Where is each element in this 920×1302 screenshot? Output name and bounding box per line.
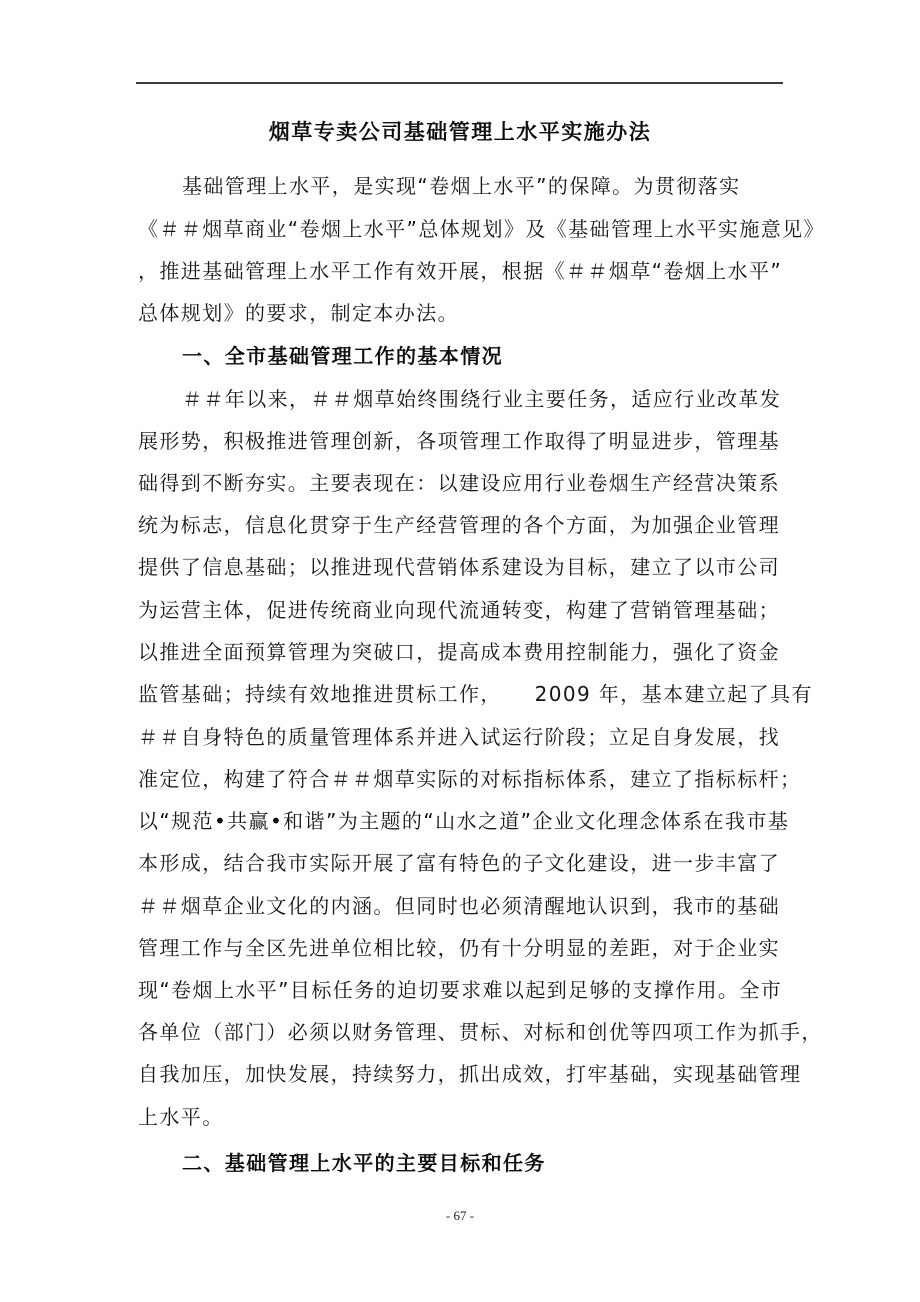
paragraph-line: 现“卷烟上水平”目标任务的迫切要求难以起到足够的支撑作用。全市 <box>138 978 783 1002</box>
paragraph-line: 监管基础；持续有效地推进贯标工作， 2009 年，基本建立起了具有 <box>138 682 813 706</box>
paragraph-line: 础得到不断夯实。主要表现在：以建设应用行业卷烟生产经营决策系 <box>138 471 780 495</box>
paragraph-line: 提供了信息基础；以推进现代营销体系建设为目标，建立了以市公司 <box>138 555 780 579</box>
paragraph-line: 展形势，积极推进管理创新，各项管理工作取得了明显进步，管理基 <box>138 429 780 453</box>
header-rule <box>136 82 783 84</box>
paragraph-line: 管理工作与全区先进单位相比较，仍有十分明显的差距，对于企业实 <box>138 936 780 960</box>
section-heading-1: 一、全市基础管理工作的基本情况 <box>182 344 503 368</box>
paragraph-line: 总体规划》的要求，制定本办法。 <box>138 301 459 325</box>
paragraph-line: 准定位，构建了符合＃＃烟草实际的对标指标体系，建立了指标标杆； <box>138 767 802 791</box>
paragraph-line: 基础管理上水平，是实现“卷烟上水平”的保障。为贯彻落实 <box>182 174 741 198</box>
paragraph-line: ＃＃年以来，＃＃烟草始终围绕行业主要任务，适应行业改革发 <box>182 387 782 411</box>
paragraph-line: ＃＃自身特色的质量管理体系并进入试运行阶段；立足自身发展，找 <box>138 725 780 749</box>
paragraph-line: 各单位（部门）必须以财务管理、贯标、对标和创优等四项工作为抓手， <box>138 1020 823 1044</box>
paragraph-line: 上水平。 <box>138 1105 224 1129</box>
section-heading-2: 二、基础管理上水平的主要目标和任务 <box>182 1151 546 1175</box>
document-title: 烟草专卖公司基础管理上水平实施办法 <box>268 120 652 144</box>
paragraph-line: 为运营主体，促进传统商业向现代流通转变，构建了营销管理基础； <box>138 598 780 622</box>
paragraph-line: 以“规范•共赢•和谐”为主题的“山水之道”企业文化理念体系在我市基 <box>138 809 790 833</box>
paragraph-line: 以推进全面预算管理为突破口，提高成本费用控制能力，强化了资金 <box>138 640 780 664</box>
paragraph-line: ＃＃烟草企业文化的内涵。但同时也必须清醒地认识到，我市的基础 <box>138 894 780 918</box>
paragraph-line: 统为标志，信息化贯穿于生产经营管理的各个方面，为加强企业管理 <box>138 513 780 537</box>
paragraph-line: 《＃＃烟草商业“卷烟上水平”总体规划》及《基础管理上水平实施意见》 <box>138 217 825 241</box>
paragraph-line: 本形成，结合我市实际开展了富有特色的子文化建设，进一步丰富了 <box>138 851 780 875</box>
paragraph-line: 自我加压，加快发展，持续努力，抓出成效，打牢基础，实现基础管理 <box>138 1062 802 1086</box>
paragraph-line: ，推进基础管理上水平工作有效开展，根据《＃＃烟草“卷烟上水平” <box>138 259 783 283</box>
page-number: - 67 - <box>445 1208 475 1223</box>
